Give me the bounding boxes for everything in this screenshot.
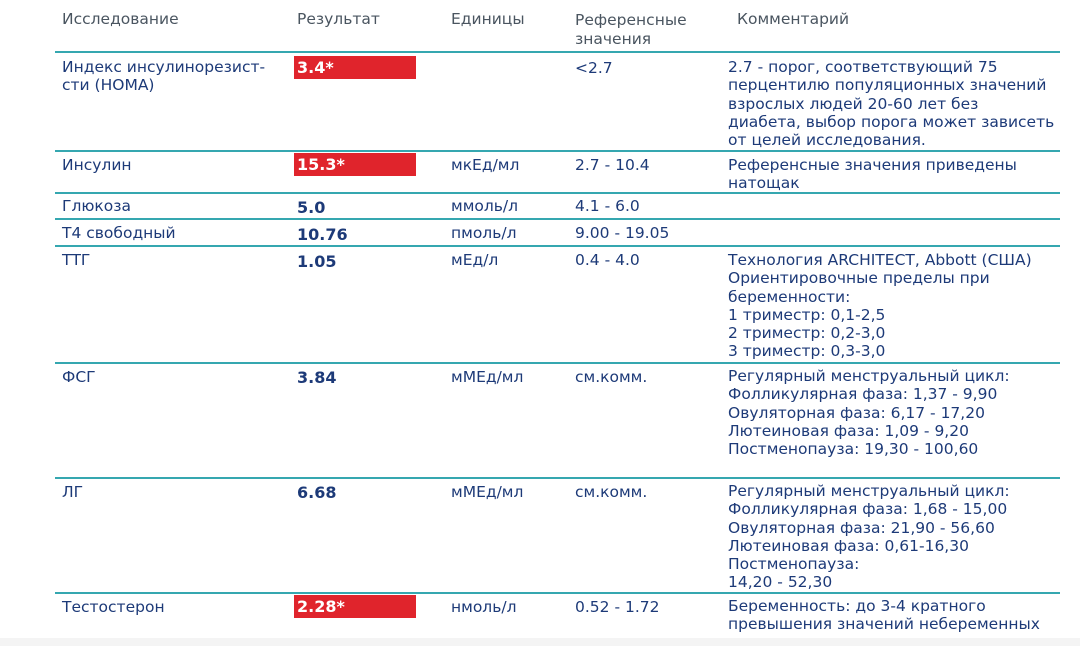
reference-range: 0.4 - 4.0 (575, 251, 640, 269)
result-value: 3.84 (297, 368, 337, 387)
test-name: ТТГ (62, 251, 91, 269)
table-rule (55, 362, 1060, 364)
table-rule (55, 51, 1060, 53)
table-rule (55, 477, 1060, 479)
table-rule (55, 150, 1060, 152)
units: ммоль/л (451, 197, 519, 215)
table-rule (55, 592, 1060, 594)
test-name: Тестостерон (62, 598, 165, 616)
result-value: 1.05 (297, 252, 337, 271)
result-value-flagged: 2.28* (294, 595, 416, 618)
reference-range: см.комм. (575, 368, 648, 386)
table-rule (55, 245, 1060, 247)
reference-range: 0.52 - 1.72 (575, 598, 660, 616)
reference-range: см.комм. (575, 483, 648, 501)
header-reference: Референсные значения (575, 11, 687, 48)
header-test: Исследование (62, 10, 179, 28)
reference-range: 9.00 - 19.05 (575, 224, 670, 242)
comment: Референсные значения приведены натощак (728, 156, 1017, 193)
test-name: ЛГ (62, 483, 84, 501)
result-value: 10.76 (297, 225, 348, 244)
units: мМЕд/мл (451, 483, 524, 501)
comment: Беременность: до 3-4 кратного превышения значений небеременных (728, 597, 1040, 634)
test-name: Т4 свободный (62, 224, 176, 242)
result-value-flagged: 3.4* (294, 56, 416, 79)
test-name: Глюкоза (62, 197, 131, 215)
result-value: 6.68 (297, 483, 337, 502)
reference-range: 2.7 - 10.4 (575, 156, 650, 174)
test-name: ФСГ (62, 368, 96, 386)
table-rule (55, 218, 1060, 220)
header-result: Результат (297, 10, 380, 28)
page-edge (0, 638, 1080, 646)
comment: Регулярный менструальный цикл: Фолликулярная фаза: 1,68 - 15,00 Овуляторная фаза: 21,90 - 56,60 Лютеиновая фаза: 0,61-16,30 Постменопауза: 14,20 - 52,30 (728, 482, 1010, 592)
units: мкЕд/мл (451, 156, 520, 174)
test-name: Индекс инсулинорезист- сти (HOMA) (62, 58, 266, 95)
comment: Технология ARCHITECT, Abbott (США) Ориентировочные пределы при беременности: 1 триместр: 0,1-2,5 2 триместр: 0,2-3,0 3 триместр: 0,3-3,0 (728, 251, 1032, 361)
comment: 2.7 - порог, соответствующий 75 перцентилю популяционных значений взрослых людей 20-60 лет без диабета, выбор порога может зависеть от целей исследования. (728, 58, 1055, 150)
reference-range: <2.7 (575, 59, 613, 77)
reference-range: 4.1 - 6.0 (575, 197, 640, 215)
test-name: Инсулин (62, 156, 132, 174)
units: мЕд/л (451, 251, 499, 269)
result-value-flagged: 15.3* (294, 153, 416, 176)
units: мМЕд/мл (451, 368, 524, 386)
units: пмоль/л (451, 224, 517, 242)
header-units: Единицы (451, 10, 525, 28)
comment: Регулярный менструальный цикл: Фолликулярная фаза: 1,37 - 9,90 Овуляторная фаза: 6,17 - 17,20 Лютеиновая фаза: 1,09 - 9,20 Постменопауза: 19,30 - 100,60 (728, 367, 1010, 459)
result-value: 5.0 (297, 198, 326, 217)
header-comment: Комментарий (737, 10, 850, 28)
units: нмоль/л (451, 598, 517, 616)
